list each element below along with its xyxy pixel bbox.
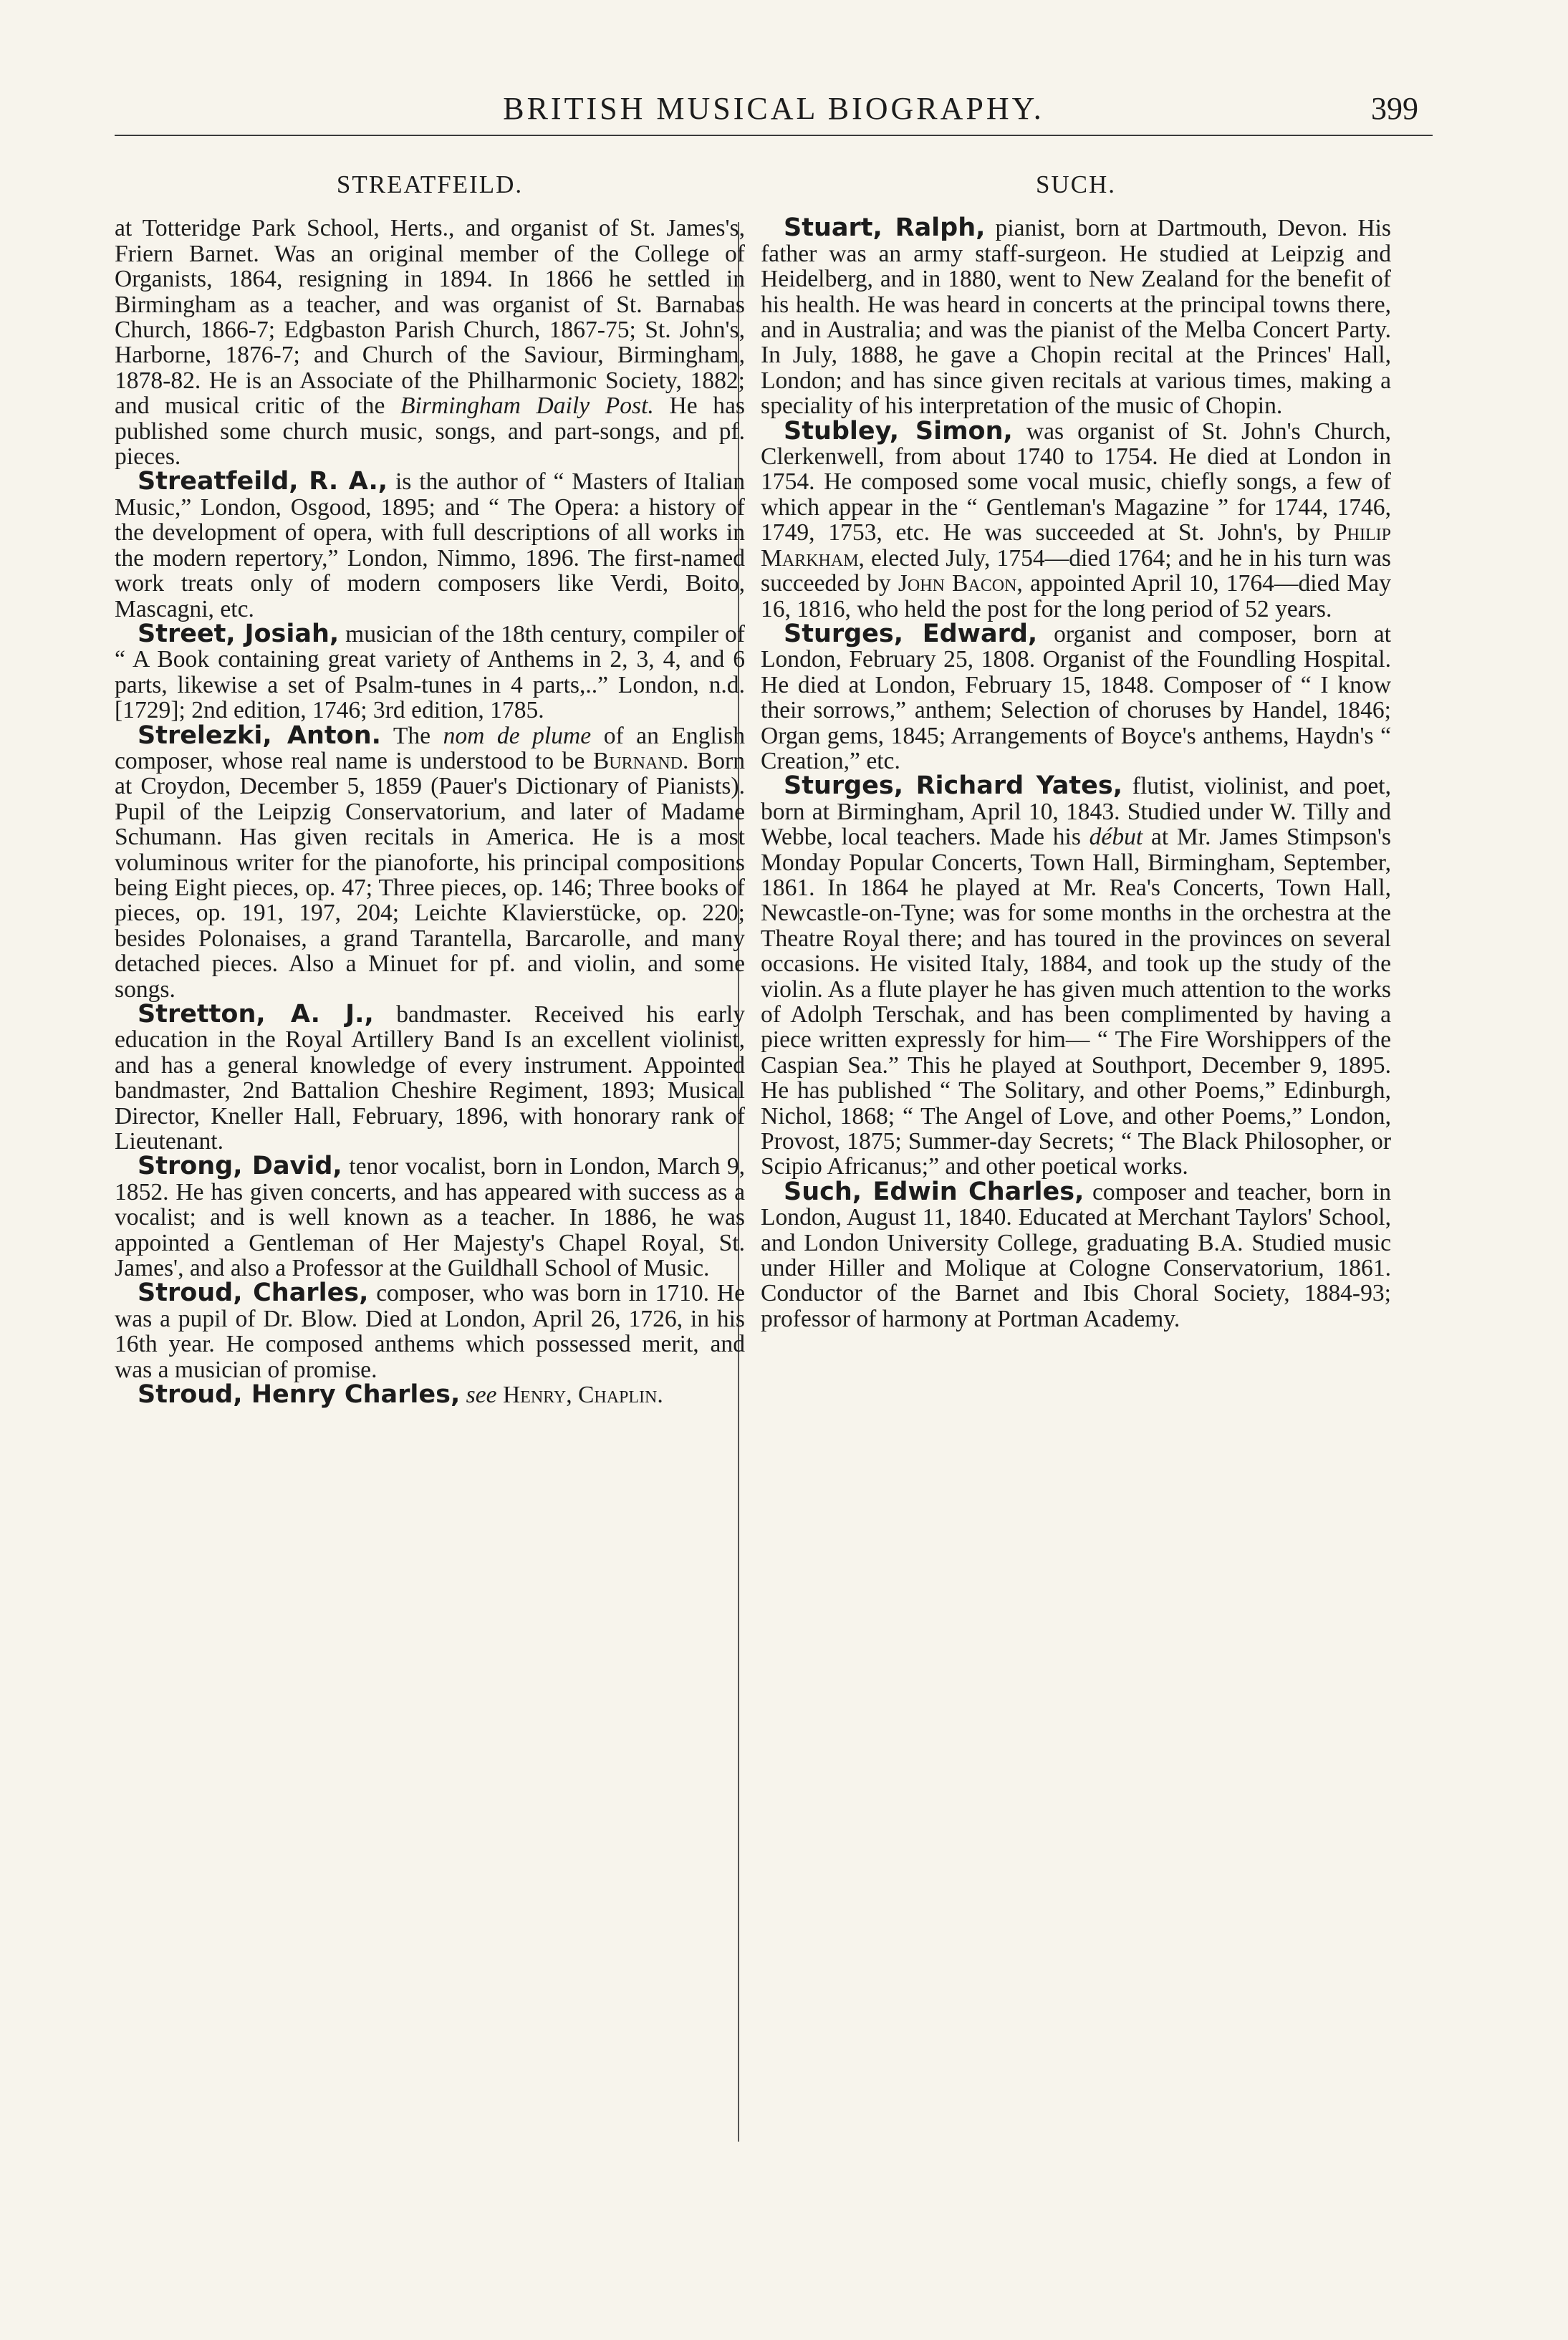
running-title: BRITISH MUSICAL BIOGRAPHY. (503, 91, 1044, 126)
entry-streatfeild: Streatfeild, R. A., is the author of “ Masters of Italian Music,” London, Osgood, 1895; and “ The Opera: a history of the development of opera, with full descriptions of all works in the modern repertory,” London, Nimmo, 1896. The first-named work treats only of modern composers like Verdi, Boito, Mascagni, etc. (115, 467, 745, 622)
entry-headword: Streatfeild, R. A., (138, 467, 388, 496)
right-column-head: SUCH. (1035, 170, 1117, 198)
left-column-head: STREATFEILD. (336, 170, 524, 198)
entry-headword: Such, Edwin Charles, (784, 1177, 1084, 1206)
entry-headword: Stubley, Simon, (784, 416, 1013, 446)
entry-sturges-edward: Sturges, Edward, organist and composer, born at London, February 25, 1808. Organist of the Foundling Hospital. He died at London, February 15, 1848. Composer of “ I know their sorrows,” anthem; Selection of choruses by Handel, 1846; Organ gems, 1845; Arrangements of Boyce's anthems, Haydn's “ Creation,” etc. (761, 619, 1391, 774)
page-header (115, 85, 1433, 136)
left-column (115, 172, 745, 1408)
page-number: 399 (1371, 91, 1418, 126)
entry-strelezki: Strelezki, Anton. The nom de plume of an English composer, whose real name is understood to be Burnand. Born at Croydon, December 5, 1859 (Pauer's Dictionary of Pianists). Pupil of the Leipzig Conservatorium, and later of Madame Schumann. Has given recitals in America. He is a most voluminous writer for the pianoforte, his principal compositions being Eight pieces, op. 47; Three pieces, op. 146; Three books of pieces, op. 191, 197, 204; Leichte Klavierstücke, op. 220; besides Polonaises, a grand Tarantella, Barcarolle, and many detached pieces. Also a Minuet for pf. and violin, and some songs. (115, 721, 746, 1003)
entry-headword: Street, Josiah, (138, 619, 340, 648)
right-column (761, 172, 1391, 1332)
entry-stubley: Stubley, Simon, was organist of St. John's Church, Clerkenwell, from about 1740 to 1754. He died at London in 1754. He composed some vocal music, chiefly songs, a few of which appear in the “ Gentleman's Magazine ” for 1744, 1746, 1749, 1753, etc. He was succeeded at St. John's, by Philip Markham, elected July, 1754—died 1764; and he in his turn was succeeded by John Bacon, appointed April 10, 1764—died May 16, 1816, who held the post for the long period of 52 years. (761, 416, 1392, 622)
entry-stroud-charles: Stroud, Charles, composer, who was born in 1710. He was a pupil of Dr. Blow. Died at London, April 26, 1726, in his 16th year. He composed anthems which possessed merit, and was a musician of promise. (115, 1279, 745, 1383)
continued-entry: at Totteridge Park School, Herts., and organist of St. James's, Friern Barnet. Was an original member of the College of Organists, 1864, resigning in 1894. In 1866 he settled in Birmingham as a teacher, and was organist of St. Barnabas Church, 1866-7; Edgbaston Parish Church, 1867-75; St. John's, Harborne, 1876-7; and Church of the Saviour, Birmingham, 1878-82. He is an Associate of the Philharmonic Society, 1882; and musical critic of the Birmingham Daily Post. He has published some church music, songs, and part-songs, and pf. pieces. (115, 215, 745, 471)
entry-stretton: Stretton, A. J., bandmaster. Received his early education in the Royal Artillery Band Is an excellent violinist, and has a general knowledge of every instrument. Appointed bandmaster, 2nd Battalion Cheshire Regiment, 1893; Musical Director, Kneller Hall, February, 1896, with honorary rank of Lieutenant. (115, 1000, 745, 1155)
entry-headword: Strong, David, (138, 1152, 342, 1181)
entry-headword: Sturges, Richard Yates, (784, 771, 1123, 801)
entry-sturges-richard: Sturges, Richard Yates, flutist, violinist, and poet, born at Birmingham, April 10, 1843. Studied under W. Tilly and Webbe, local teachers. Made his début at Mr. James Stimpson's Monday Popular Concerts, Town Hall, Birmingham, September, 1861. In 1864 he played at Mr. Rea's Concerts, Town Hall, Newcastle-on-Tyne; was for some months in the orchestra at the Theatre Royal there; and has toured in the provinces on several occasions. He visited Italy, 1884, and took up the study of the violin. As a flute player he has given much attention to the works of Adolph Terschak, and has been complimented by having a piece written expressly for him— “ The Fire Worshippers of the Caspian Sea.” This he played at Southport, December 9, 1895. He has published “ The Solitary, and other Poems,” Edinburgh, Nichol, 1868; “ The Angel of Love, and other Poems,” London, Provost, 1875; Summer-day Secrets; “ The Black Philosopher, or Scipio Africanus;” and other poetical works. (761, 771, 1391, 1180)
entry-headword: Stroud, Henry Charles, (138, 1380, 461, 1410)
entry-headword: Strelezki, Anton. (138, 721, 381, 750)
entry-headword: Sturges, Edward, (784, 619, 1038, 648)
entry-headword: Stuart, Ralph, (784, 213, 986, 243)
entry-street: Street, Josiah, musician of the 18th century, compiler of “ A Book containing great variety of Anthems in 2, 3, 4, and 6 parts, likewise a set of Psalm-tunes in 4 parts,..” London, n.d. [1729]; 2nd edition, 1746; 3rd edition, 1785. (115, 619, 745, 724)
entry-stroud-henry: Stroud, Henry Charles, see Henry, Chaplin. (138, 1380, 663, 1410)
entry-headword: Stroud, Charles, (138, 1279, 369, 1308)
entry-headword: Stretton, A. J., (138, 1000, 374, 1029)
entry-strong: Strong, David, tenor vocalist, born in London, March 9, 1852. He has given concerts, and has appeared with success as a vocalist; and is well known as a teacher. In 1886, he was appointed a Gentleman of Her Majesty's Chapel Royal, St. James', and also a Professor at the Guildhall School of Music. (115, 1152, 746, 1282)
entry-stuart: Stuart, Ralph, pianist, born at Dartmouth, Devon. His father was an army staff-surgeon. He studied at Leipzig and Heidelberg, and in 1880, went to New Zealand for the benefit of his health. He was heard in concerts at the principal towns there, and in Australia; and was the pianist of the Melba Concert Party. In July, 1888, he gave a Chopin recital at the Princes' Hall, London; and has since given recitals at various times, making a speciality of his interpretation of the music of Chopin. (761, 213, 1391, 420)
entry-such: Such, Edwin Charles, composer and teacher, born in London, August 11, 1840. Educated at Merchant Taylors' School, and London University College, graduating B.A. Studied music under Hiller and Molique at Cologne Conservatorium, 1861. Conductor of the Barnet and Ibis Choral Society, 1884-93; professor of harmony at Portman Academy. (761, 1177, 1392, 1332)
